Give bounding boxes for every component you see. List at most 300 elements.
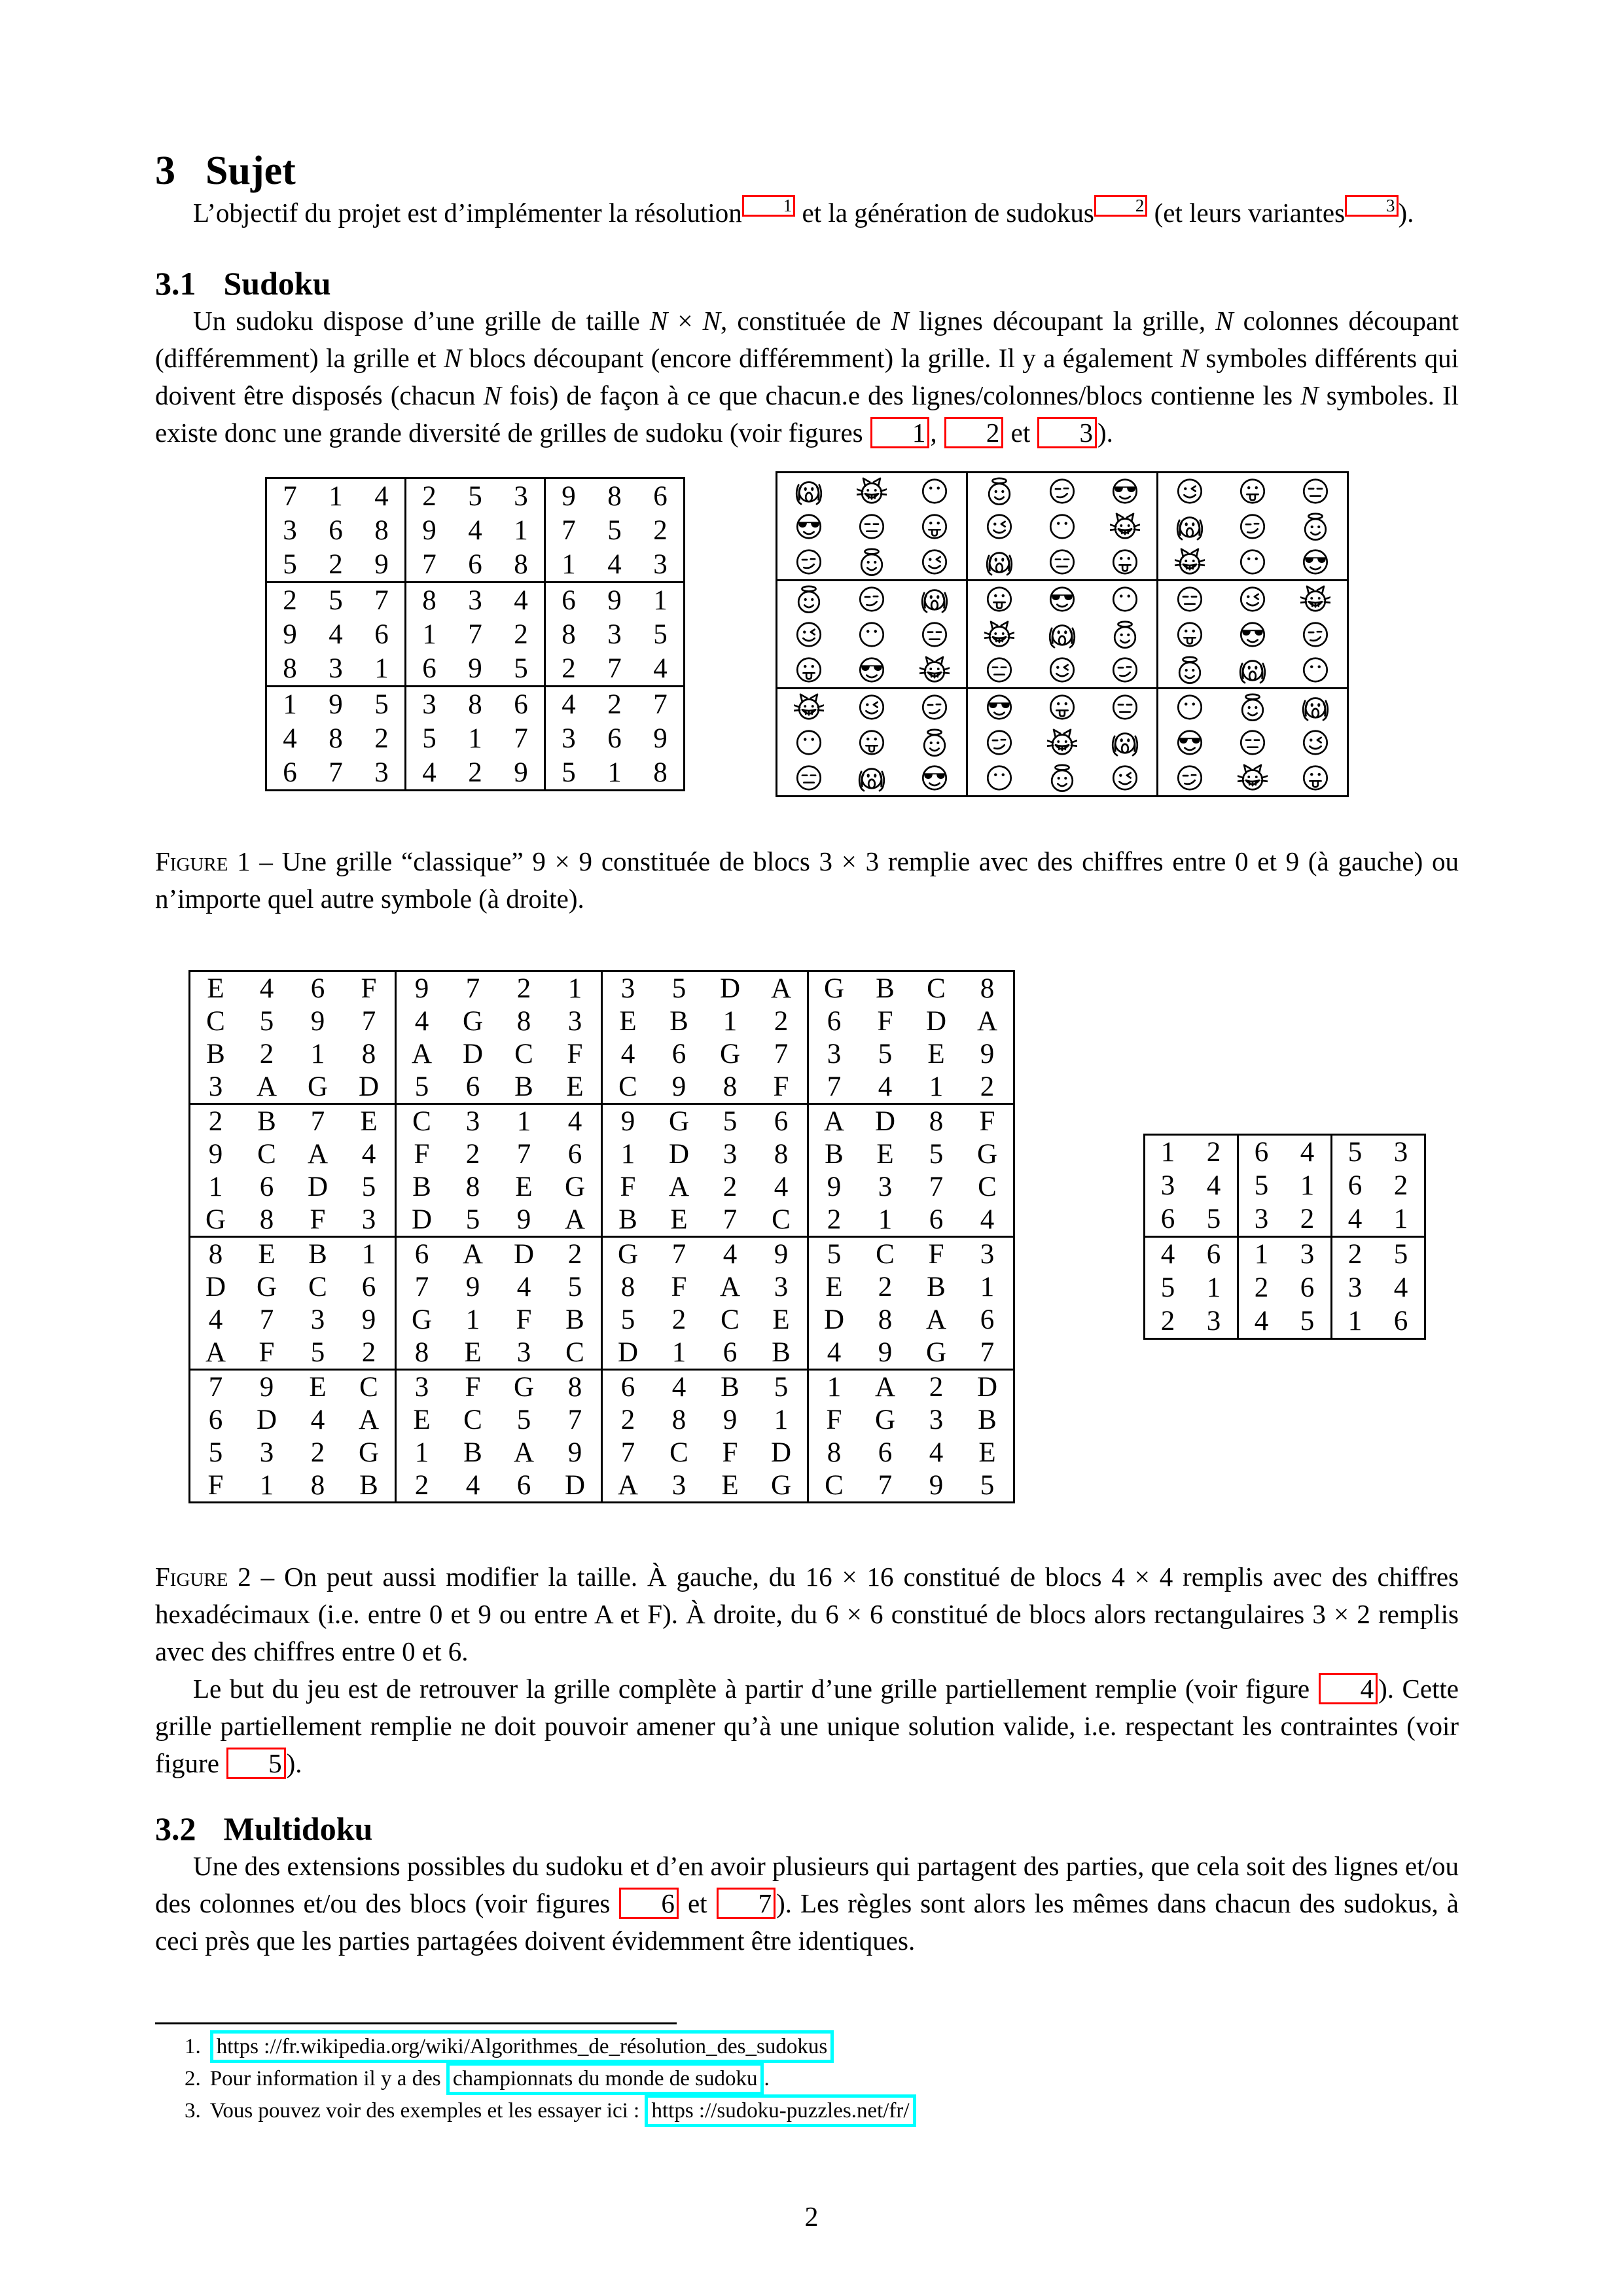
math-variable: N bbox=[1215, 306, 1234, 336]
grid-cell: 6 bbox=[601, 1370, 654, 1404]
grid-cell: 7 bbox=[395, 1270, 448, 1303]
grid-cell: 4 bbox=[878, 1071, 893, 1102]
footnote-text: Pour information il y a des championnats du monde de sudoku . bbox=[210, 2062, 770, 2095]
sunglasses-emoji-icon bbox=[1300, 547, 1330, 577]
tongue-emoji-icon bbox=[1300, 762, 1330, 793]
grid-cell: 3 bbox=[1393, 1137, 1408, 1168]
grid-cell: A bbox=[860, 1370, 911, 1404]
sunglasses-emoji-icon bbox=[857, 655, 887, 685]
grid-cell: E bbox=[293, 1370, 344, 1404]
grid-cell: 1 bbox=[607, 757, 622, 788]
grid-cell: 9 bbox=[653, 723, 668, 754]
grid-cell bbox=[1284, 473, 1348, 509]
grid-cell: 7 bbox=[774, 1038, 789, 1069]
wink-emoji-icon bbox=[919, 547, 950, 577]
grid-cell: 4 bbox=[468, 514, 482, 546]
grid-cell bbox=[1221, 689, 1284, 725]
grid-cell: 7 bbox=[359, 583, 406, 618]
scream-emoji-icon bbox=[984, 547, 1014, 577]
grid-cell: G bbox=[358, 1437, 380, 1468]
grid-cell: E bbox=[241, 1237, 293, 1271]
grid-cell bbox=[1221, 760, 1284, 797]
grid-cell: B bbox=[565, 1304, 584, 1335]
cat-grin-emoji-icon bbox=[984, 619, 1014, 650]
grid-cell: 6 bbox=[259, 1171, 274, 1202]
grid-cell bbox=[1031, 509, 1094, 544]
grid-cell bbox=[1221, 544, 1284, 581]
grid-cell bbox=[967, 760, 1031, 797]
angel-emoji-icon bbox=[857, 547, 887, 577]
grid-cell: 8 bbox=[722, 1071, 738, 1102]
grid-cell: 9 bbox=[878, 1336, 893, 1368]
hyperlink[interactable]: https ://fr.wikipedia.org/wiki/Algorithmes_de_résolution_des_sudokus bbox=[210, 2030, 834, 2063]
sudoku-grid-table bbox=[1143, 1134, 1426, 1340]
wink-emoji-icon bbox=[857, 692, 887, 723]
tongue-emoji-icon bbox=[1175, 619, 1205, 650]
no-mouth-emoji-icon bbox=[919, 476, 950, 507]
grid-cell: 8 bbox=[514, 548, 528, 580]
grid-cell: E bbox=[670, 1204, 688, 1235]
math-variable: N bbox=[702, 306, 721, 336]
grid-cell: 3 bbox=[671, 1469, 687, 1501]
grid-cell bbox=[967, 725, 1031, 760]
grid-cell: B bbox=[293, 1237, 344, 1271]
grid-cell: 6 bbox=[310, 973, 325, 1004]
grid-cell: 9 bbox=[722, 1404, 738, 1435]
grid-cell: 8 bbox=[980, 973, 995, 1004]
sudoku-paragraph: Un sudoku dispose d’une grille de taille N × N, constituée de N lignes découpant la grille, N colonnes découpant (différemment) la grille et N blocs découpant (encore différemment) la grille. Il y a également N symboles différents qui doivent être disposés (chacun N fois) de façon à ce que chacun.e des lignes/colonnes/blocs contienne les N symboles. Il existe donc une grande diversité de grilles de sudoku (voir figures 1 , 2 et 3 ). bbox=[155, 306, 1459, 448]
angel-emoji-icon bbox=[1300, 511, 1330, 542]
grid-cell: 2 bbox=[1300, 1204, 1315, 1235]
grid-cell: E bbox=[566, 1071, 584, 1102]
grid-cell bbox=[840, 617, 903, 652]
math-variable: N bbox=[1180, 343, 1199, 374]
angel-emoji-icon bbox=[1238, 692, 1268, 723]
grid-cell: B bbox=[772, 1336, 791, 1368]
grid-cell bbox=[967, 617, 1031, 652]
grid-cell: B bbox=[463, 1437, 482, 1468]
cat-grin-emoji-icon bbox=[794, 692, 824, 723]
grid-cell: 2 bbox=[878, 1271, 893, 1302]
grid-cell: 4 bbox=[1393, 1272, 1408, 1304]
grid-cell: D bbox=[962, 1370, 1014, 1404]
grid-cell: C bbox=[927, 973, 946, 1004]
grid-cell: 5 bbox=[514, 653, 528, 684]
grid-cell: 3 bbox=[567, 1005, 582, 1037]
grid-cell: 2 bbox=[361, 1336, 376, 1368]
grid-cell: D bbox=[719, 973, 741, 1004]
grid-cell: C bbox=[721, 1304, 740, 1335]
grid-cell bbox=[1031, 544, 1094, 581]
grid-cell: A bbox=[668, 1171, 690, 1202]
grid-cell: G bbox=[601, 1237, 654, 1271]
grid-cell: 9 bbox=[756, 1237, 808, 1271]
grid-cell: 3 bbox=[929, 1404, 944, 1435]
grid-cell: 2 bbox=[189, 1104, 241, 1138]
grid-cell: 7 bbox=[406, 547, 453, 583]
grid-cell: 3 bbox=[545, 721, 592, 755]
grid-cell: 7 bbox=[514, 723, 528, 754]
grid-cell: 6 bbox=[671, 1038, 687, 1069]
grid-cell: 5 bbox=[980, 1469, 995, 1501]
grid-cell: D bbox=[925, 1005, 947, 1037]
angel-emoji-icon bbox=[794, 584, 824, 615]
angel-emoji-icon bbox=[1110, 619, 1140, 650]
grid-cell: 6 bbox=[607, 723, 622, 754]
grid-cell: 5 bbox=[808, 1237, 860, 1271]
grid-cell: 9 bbox=[808, 1170, 860, 1203]
footnote-ref-link[interactable]: 1 bbox=[742, 195, 796, 217]
grid-cell: 7 bbox=[545, 513, 592, 547]
grid-cell: 1 bbox=[208, 1171, 223, 1202]
page-number: 2 bbox=[804, 2202, 819, 2233]
grid-cell: 6 bbox=[1300, 1272, 1315, 1304]
grid-cell: F bbox=[722, 1437, 738, 1468]
grid-cell: G bbox=[462, 1005, 484, 1037]
grid-cell: 4 bbox=[607, 548, 622, 580]
grid-cell: F bbox=[259, 1336, 275, 1368]
figure-ref-link[interactable]: 2 bbox=[944, 417, 1004, 448]
grid-cell: 6 bbox=[878, 1437, 893, 1468]
grid-cell: G bbox=[307, 1071, 329, 1102]
grid-cell: 5 bbox=[208, 1437, 223, 1468]
grid-cell: 8 bbox=[516, 1005, 531, 1037]
smirk-emoji-icon bbox=[919, 692, 950, 723]
grid-cell: 2 bbox=[259, 1038, 274, 1069]
grid-cell: 3 bbox=[878, 1171, 893, 1202]
grid-cell: 2 bbox=[671, 1304, 687, 1335]
grid-cell bbox=[840, 652, 903, 689]
grid-cell: A bbox=[395, 1037, 448, 1070]
grid-cell: 3 bbox=[452, 583, 498, 618]
grid-cell: 3 bbox=[516, 1336, 531, 1368]
subsection-number: 3.1 bbox=[155, 265, 196, 302]
grid-cell: A bbox=[601, 1469, 654, 1503]
grid-cell: C bbox=[978, 1171, 997, 1202]
grid-cell: 4 bbox=[465, 1469, 480, 1501]
grid-cell: 1 bbox=[1160, 1137, 1175, 1168]
grid-cell: 4 bbox=[283, 723, 297, 754]
figure-ref-link[interactable]: 4 bbox=[1319, 1673, 1378, 1704]
grid-cell: 1 bbox=[774, 1404, 789, 1435]
grid-cell: 9 bbox=[241, 1370, 293, 1404]
tongue-emoji-icon bbox=[1047, 692, 1077, 723]
grid-cell: 7 bbox=[468, 619, 482, 650]
grid-cell: 2 bbox=[1206, 1137, 1221, 1168]
grid-cell bbox=[1221, 509, 1284, 544]
grid-cell: 5 bbox=[283, 548, 297, 580]
grid-cell: 9 bbox=[465, 1271, 480, 1302]
figure-ref-link[interactable]: 6 bbox=[619, 1888, 679, 1919]
grid-cell: 9 bbox=[406, 513, 453, 547]
grid-cell: F bbox=[962, 1104, 1014, 1138]
grid-cell bbox=[840, 544, 903, 581]
grid-cell: 3 bbox=[1331, 1271, 1378, 1304]
grid-cell bbox=[1284, 617, 1348, 652]
grid-cell: A bbox=[719, 1271, 741, 1302]
sunglasses-emoji-icon bbox=[794, 511, 824, 542]
grid-cell: 4 bbox=[653, 653, 668, 684]
section-heading-sujet bbox=[155, 0, 1459, 194]
grid-cell: 9 bbox=[208, 1138, 223, 1170]
expressionless-emoji-icon bbox=[1175, 584, 1205, 615]
grid-cell: 1 bbox=[601, 1138, 654, 1170]
grid-cell bbox=[1284, 725, 1348, 760]
grid-cell: C bbox=[601, 1070, 654, 1104]
grid-cell bbox=[967, 581, 1031, 617]
grid-cell: 7 bbox=[607, 653, 622, 684]
grid-cell: 3 bbox=[329, 653, 343, 684]
grid-cell bbox=[1221, 473, 1284, 509]
grid-cell: 2 bbox=[266, 583, 313, 618]
grid-cell: 4 bbox=[259, 973, 274, 1004]
scream-emoji-icon bbox=[794, 476, 824, 507]
grid-cell: 7 bbox=[929, 1171, 944, 1202]
grid-cell: 2 bbox=[980, 1071, 995, 1102]
grid-cell: 4 bbox=[654, 1370, 705, 1404]
grid-cell: B bbox=[876, 973, 895, 1004]
grid-cell: B bbox=[927, 1271, 946, 1302]
grid-cell bbox=[1158, 689, 1222, 725]
grid-cell: G bbox=[808, 971, 860, 1005]
wink-emoji-icon bbox=[794, 619, 824, 650]
grid-cell: 9 bbox=[374, 548, 389, 580]
grid-cell: G bbox=[770, 1469, 792, 1501]
figure-2-caption: Figure 2 – On peut aussi modifier la taille. À gauche, du 16 × 16 constitué de blocs 4 × 4 remplis avec des chiffres hexadécimaux (i.e. entre 0 et 9 ou entre A et F). À droite, du 6 × 6 constitué de blocs alors rectangulaires 3 × 2 remplis avec des chiffres entre 0 et 6. bbox=[155, 1562, 1459, 1667]
grid-cell: B bbox=[514, 1071, 533, 1102]
grid-cell: C bbox=[772, 1204, 791, 1235]
grid-cell: 3 bbox=[361, 1204, 376, 1235]
hyperlink[interactable]: https ://sudoku-puzzles.net/fr/ bbox=[645, 2094, 916, 2127]
grid-cell: 1 bbox=[266, 687, 313, 722]
tongue-emoji-icon bbox=[1110, 547, 1140, 577]
grid-cell: 2 bbox=[1393, 1170, 1408, 1202]
grid-cell: C bbox=[514, 1038, 533, 1069]
grid-cell: 2 bbox=[395, 1469, 448, 1503]
grid-cell: 9 bbox=[671, 1071, 687, 1102]
page-content bbox=[155, 0, 1459, 1960]
grid-cell: F bbox=[808, 1403, 860, 1436]
smirk-emoji-icon bbox=[1110, 655, 1140, 685]
wink-emoji-icon bbox=[1175, 476, 1205, 507]
grid-cell: 3 bbox=[283, 514, 297, 546]
grid-cell: 2 bbox=[601, 1403, 654, 1436]
grid-cell: 4 bbox=[980, 1204, 995, 1235]
grid-cell bbox=[1094, 581, 1158, 617]
grid-cell: C bbox=[206, 1005, 225, 1037]
grid-cell bbox=[967, 544, 1031, 581]
grid-cell: C bbox=[860, 1237, 911, 1271]
grid-cell: 6 bbox=[465, 1071, 480, 1102]
grid-cell: 3 bbox=[448, 1104, 499, 1138]
grid-cell: 5 bbox=[1378, 1237, 1425, 1272]
grid-cell bbox=[840, 473, 903, 509]
grid-cell: 1 bbox=[929, 1071, 944, 1102]
expressionless-emoji-icon bbox=[1047, 547, 1077, 577]
grid-cell bbox=[903, 725, 967, 760]
grid-cell: 1 bbox=[1206, 1272, 1221, 1304]
figure-1 bbox=[155, 471, 1459, 797]
expressionless-emoji-icon bbox=[1110, 692, 1140, 723]
grid-cell: 9 bbox=[601, 1104, 654, 1138]
smirk-emoji-icon bbox=[1175, 762, 1205, 793]
grid-cell: 3 bbox=[310, 1304, 325, 1335]
grid-cell: C bbox=[344, 1370, 396, 1404]
grid-cell: 6 bbox=[1393, 1306, 1408, 1337]
grid-cell: 1 bbox=[514, 514, 528, 546]
scream-emoji-icon bbox=[1238, 655, 1268, 685]
grid-cell: 8 bbox=[374, 514, 389, 546]
grid-cell: 2 bbox=[514, 619, 528, 650]
grid-cell: 5 bbox=[465, 1204, 480, 1235]
grid-cell: G bbox=[925, 1336, 947, 1368]
grid-cell bbox=[777, 725, 841, 760]
grid-cell: 8 bbox=[774, 1138, 789, 1170]
grid-cell: F bbox=[448, 1370, 499, 1404]
wink-emoji-icon bbox=[984, 511, 1014, 542]
grid-cell: F bbox=[395, 1138, 448, 1170]
grid-cell: 1 bbox=[637, 583, 685, 618]
tongue-emoji-icon bbox=[984, 584, 1014, 615]
grid-cell: C bbox=[808, 1469, 860, 1503]
cat-grin-emoji-icon bbox=[1300, 584, 1330, 615]
grid-cell: 4 bbox=[1331, 1202, 1378, 1237]
grid-cell bbox=[1094, 509, 1158, 544]
grid-cell: 4 bbox=[361, 1138, 376, 1170]
subsection-heading-multidoku bbox=[155, 1810, 1459, 1848]
grid-cell bbox=[777, 473, 841, 509]
grid-cell: 4 bbox=[929, 1437, 944, 1468]
footnote-number: 2. bbox=[185, 2067, 201, 2090]
grid-cell: 6 bbox=[1160, 1204, 1175, 1235]
figure-ref-link[interactable]: 1 bbox=[870, 417, 930, 448]
grid-cell: 1 bbox=[878, 1204, 893, 1235]
grid-cell: 7 bbox=[259, 1304, 274, 1335]
grid-cell: 1 bbox=[1393, 1204, 1408, 1235]
grid-cell: 2 bbox=[550, 1237, 602, 1271]
grid-cell: 6 bbox=[722, 1336, 738, 1368]
scream-emoji-icon bbox=[1110, 727, 1140, 758]
grid-cell: B bbox=[395, 1170, 448, 1203]
grid-cell bbox=[1094, 544, 1158, 581]
subsection-title: Sudoku bbox=[223, 265, 331, 302]
grid-cell: C bbox=[257, 1138, 276, 1170]
cat-grin-emoji-icon bbox=[1238, 762, 1268, 793]
grid-cell: A bbox=[358, 1404, 380, 1435]
grid-cell bbox=[1031, 617, 1094, 652]
grid-cell: E bbox=[808, 1270, 860, 1303]
grid-cell: 5 bbox=[1206, 1204, 1221, 1235]
sunglasses-emoji-icon bbox=[1047, 584, 1077, 615]
grid-cell bbox=[903, 652, 967, 689]
grid-cell bbox=[1284, 760, 1348, 797]
grid-cell: 5 bbox=[1238, 1169, 1285, 1202]
grid-cell: 9 bbox=[361, 1304, 376, 1335]
grid-cell: 3 bbox=[607, 619, 622, 650]
grid-cell: C bbox=[565, 1336, 584, 1368]
grid-cell: F bbox=[773, 1071, 789, 1102]
smirk-emoji-icon bbox=[857, 584, 887, 615]
grid-cell bbox=[1284, 581, 1348, 617]
grid-cell: 6 bbox=[545, 583, 592, 618]
grid-cell bbox=[1031, 725, 1094, 760]
footnote-number: 3. bbox=[185, 2099, 201, 2123]
grid-cell: 5 bbox=[878, 1038, 893, 1069]
grid-cell: 9 bbox=[980, 1038, 995, 1069]
grid-cell: E bbox=[721, 1469, 739, 1501]
grid-cell: G bbox=[654, 1104, 705, 1138]
grid-cell bbox=[1284, 652, 1348, 689]
grid-cell: 1 bbox=[259, 1469, 274, 1501]
figure-ref-link[interactable]: 7 bbox=[717, 1888, 776, 1919]
grid-cell bbox=[1094, 473, 1158, 509]
grid-cell: 5 bbox=[705, 1104, 756, 1138]
footnote-ref-link[interactable]: 2 bbox=[1094, 195, 1148, 217]
grid-cell: 7 bbox=[189, 1370, 241, 1404]
grid-cell: 6 bbox=[516, 1469, 531, 1501]
grid-cell: 8 bbox=[653, 757, 668, 788]
grid-cell: C bbox=[395, 1104, 448, 1138]
grid-cell bbox=[1094, 652, 1158, 689]
grid-cell: 2 bbox=[465, 1138, 480, 1170]
grid-cell: A bbox=[770, 973, 792, 1004]
sudoku-grid-table bbox=[776, 471, 1349, 797]
footnote-ref-link[interactable]: 3 bbox=[1345, 195, 1399, 217]
grid-cell: 1 bbox=[374, 653, 389, 684]
sunglasses-emoji-icon bbox=[1110, 476, 1140, 507]
grid-cell: 1 bbox=[980, 1271, 995, 1302]
hyperlink[interactable]: championnats du monde de sudoku bbox=[446, 2062, 764, 2095]
expressionless-emoji-icon bbox=[794, 762, 824, 793]
grid-cell bbox=[1221, 617, 1284, 652]
grid-cell: 4 bbox=[1206, 1170, 1221, 1202]
expressionless-emoji-icon bbox=[857, 511, 887, 542]
grid-cell: 1 bbox=[545, 547, 592, 583]
grid-cell: 9 bbox=[313, 687, 359, 722]
grid-cell bbox=[1158, 617, 1222, 652]
tongue-emoji-icon bbox=[857, 727, 887, 758]
grid-cell: 2 bbox=[374, 723, 389, 754]
grid-cell bbox=[1284, 509, 1348, 544]
section-title: Sujet bbox=[205, 149, 296, 193]
grid-cell: 7 bbox=[654, 1237, 705, 1271]
expressionless-emoji-icon bbox=[1300, 476, 1330, 507]
grid-cell: 2 bbox=[329, 548, 343, 580]
grid-cell: C bbox=[669, 1437, 688, 1468]
scream-emoji-icon bbox=[1175, 511, 1205, 542]
grid-cell bbox=[777, 760, 841, 797]
grid-cell bbox=[903, 760, 967, 797]
figure-ref-link[interactable]: 5 bbox=[226, 1748, 286, 1779]
caption-label: Figure bbox=[155, 846, 228, 877]
grid-cell: 6 bbox=[374, 619, 389, 650]
grid-cell: 2 bbox=[911, 1370, 962, 1404]
grid-cell: 6 bbox=[406, 651, 453, 687]
grid-cell: F bbox=[207, 1469, 224, 1501]
grid-cell: 6 bbox=[329, 514, 343, 546]
grid-cell: B bbox=[601, 1203, 654, 1237]
figure-ref-link[interactable]: 3 bbox=[1037, 417, 1097, 448]
grid-cell: A bbox=[448, 1237, 499, 1271]
grid-cell: G bbox=[874, 1404, 896, 1435]
grid-cell bbox=[1221, 652, 1284, 689]
grid-cell: 5 bbox=[607, 514, 622, 546]
grid-cell: 6 bbox=[980, 1304, 995, 1335]
grid-cell: 8 bbox=[601, 1270, 654, 1303]
grid-cell: F bbox=[601, 1170, 654, 1203]
grid-cell bbox=[903, 544, 967, 581]
grid-cell: 8 bbox=[329, 723, 343, 754]
